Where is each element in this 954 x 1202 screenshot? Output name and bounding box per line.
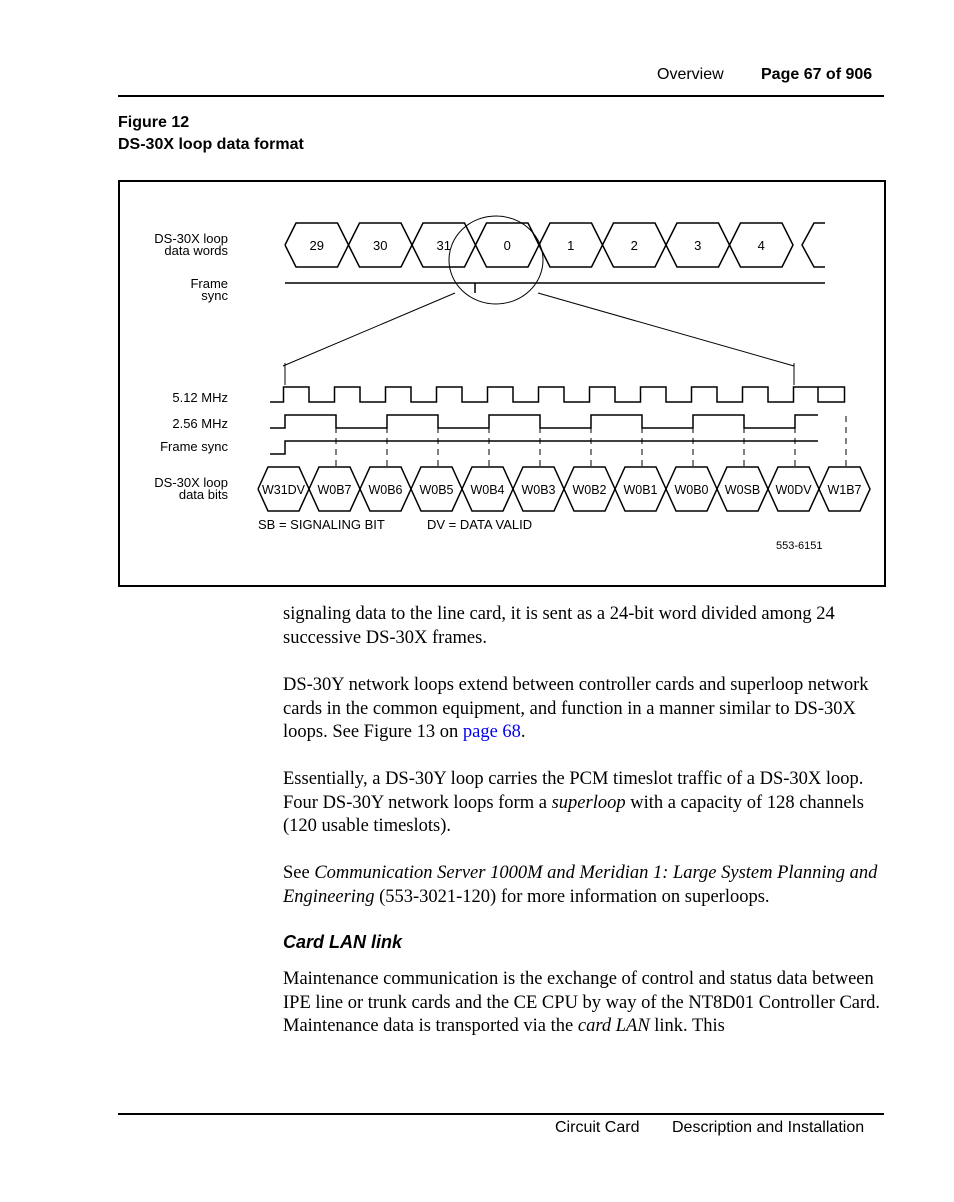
- bit-label: W0B2: [572, 483, 607, 497]
- bit-label: W0B3: [521, 483, 556, 497]
- bit-label: W0DV: [775, 483, 812, 497]
- clock-512-waveform: [270, 387, 845, 402]
- header-rule: [118, 95, 884, 97]
- paragraph-1-text: signaling data to the line card, it is sent as a 24-bit word divided among 24 successive DS-30X frames.: [283, 604, 835, 648]
- paragraph-4: [283, 862, 883, 909]
- paragraph-4-text: See: [283, 863, 315, 883]
- bit-label: W0SB: [724, 483, 761, 497]
- figure-id: 553-6151: [776, 540, 823, 552]
- label-clock-512: 5.12 MHz: [172, 390, 228, 405]
- paragraph-4-end: (553-3021-120) for more information on superloops.: [374, 886, 770, 907]
- zoom-line-left: [283, 293, 455, 366]
- label-clock-256: 2.56 MHz: [172, 416, 228, 431]
- legend-signaling-bit: SB = SIGNALING BIT: [258, 517, 385, 532]
- paragraph-5-end: link. This: [649, 1016, 725, 1036]
- bit-label: W0B0: [674, 483, 709, 497]
- timing-diagram: [120, 182, 884, 585]
- word-hex-group: [285, 223, 793, 267]
- header-page-number: Page 67 of 906: [761, 66, 873, 83]
- paragraph-2: [283, 674, 883, 745]
- legend-data-valid: DV = DATA VALID: [427, 517, 533, 532]
- bit-label: W0B7: [317, 483, 352, 497]
- paragraph-3-end: with a capacity of 128 channels (120 usable timeslots).: [283, 792, 864, 836]
- card-lan-term: card LAN: [577, 1016, 650, 1036]
- word-label: 2: [630, 238, 638, 253]
- paragraph-5-text: Maintenance communication is the exchange of control and status data between IPE line or trunk cards and the CE CPU by way of the NT8D01 Controller Card. Maintenance data is transported via the: [283, 969, 881, 1036]
- bit-label: W1B7: [827, 483, 862, 497]
- paragraph-1: [283, 603, 883, 650]
- word-label: 4: [757, 238, 765, 253]
- bit-label: W31DV: [261, 483, 306, 497]
- word-label: 0: [503, 238, 511, 253]
- word-label: 1: [567, 238, 575, 253]
- paragraph-2-end: .: [520, 722, 526, 742]
- section-heading: Card LAN link: [283, 932, 403, 952]
- word-label: 31: [436, 238, 451, 253]
- frame-sync-lower-waveform: [270, 441, 818, 454]
- figure-number: Figure 12: [118, 114, 190, 131]
- bit-label: W0B6: [368, 483, 403, 497]
- label-frame-sync-2: sync: [201, 288, 228, 303]
- label-data-bits-2: data bits: [178, 487, 228, 502]
- paragraph-5: [283, 968, 883, 1039]
- word-label: 3: [694, 238, 702, 253]
- paragraph-2-text: DS-30Y network loops extend between controller cards and superloop network cards in the common equipment, and function in a manner similar to DS-30X loops. See Figure 13 on: [283, 675, 869, 742]
- clock-256-waveform: [270, 415, 818, 428]
- data-words-hexagons: [802, 223, 825, 267]
- label-data-words-1: DS-30X loop: [154, 231, 228, 246]
- label-data-words-2: data words: [164, 243, 228, 258]
- paragraph-3: [283, 768, 883, 839]
- document-reference: Communication Server 1000M and Meridian 1: Large System Planning and Engineering: [283, 863, 878, 907]
- footer-left: Circuit Card: [555, 1119, 640, 1136]
- word-label: 29: [309, 238, 324, 253]
- bit-label: W0B5: [419, 483, 454, 497]
- zoom-line-right: [538, 293, 794, 366]
- superloop-term: superloop: [551, 792, 626, 813]
- bit-label: W0B4: [470, 483, 505, 497]
- bit-label: W0B1: [623, 483, 658, 497]
- label-frame-sync-lower: Frame sync: [160, 439, 228, 454]
- figure-diagram: [118, 180, 886, 587]
- label-data-bits-1: DS-30X loop: [154, 475, 228, 490]
- paragraph-3-text: Essentially, a DS-30Y loop carries the PCM timeslot traffic of a DS-30X loop. Four DS-30Y network loops form a: [283, 769, 864, 813]
- figure-title: DS-30X loop data format: [118, 136, 304, 153]
- label-frame-sync-1: Frame: [190, 276, 228, 291]
- page-68-link[interactable]: page 68: [462, 722, 521, 742]
- word-label: 30: [373, 238, 388, 253]
- footer-right: Description and Installation: [672, 1119, 865, 1136]
- footer-rule: [118, 1113, 884, 1115]
- header-section-name: Overview: [657, 66, 724, 83]
- zoom-ellipse: [449, 216, 543, 304]
